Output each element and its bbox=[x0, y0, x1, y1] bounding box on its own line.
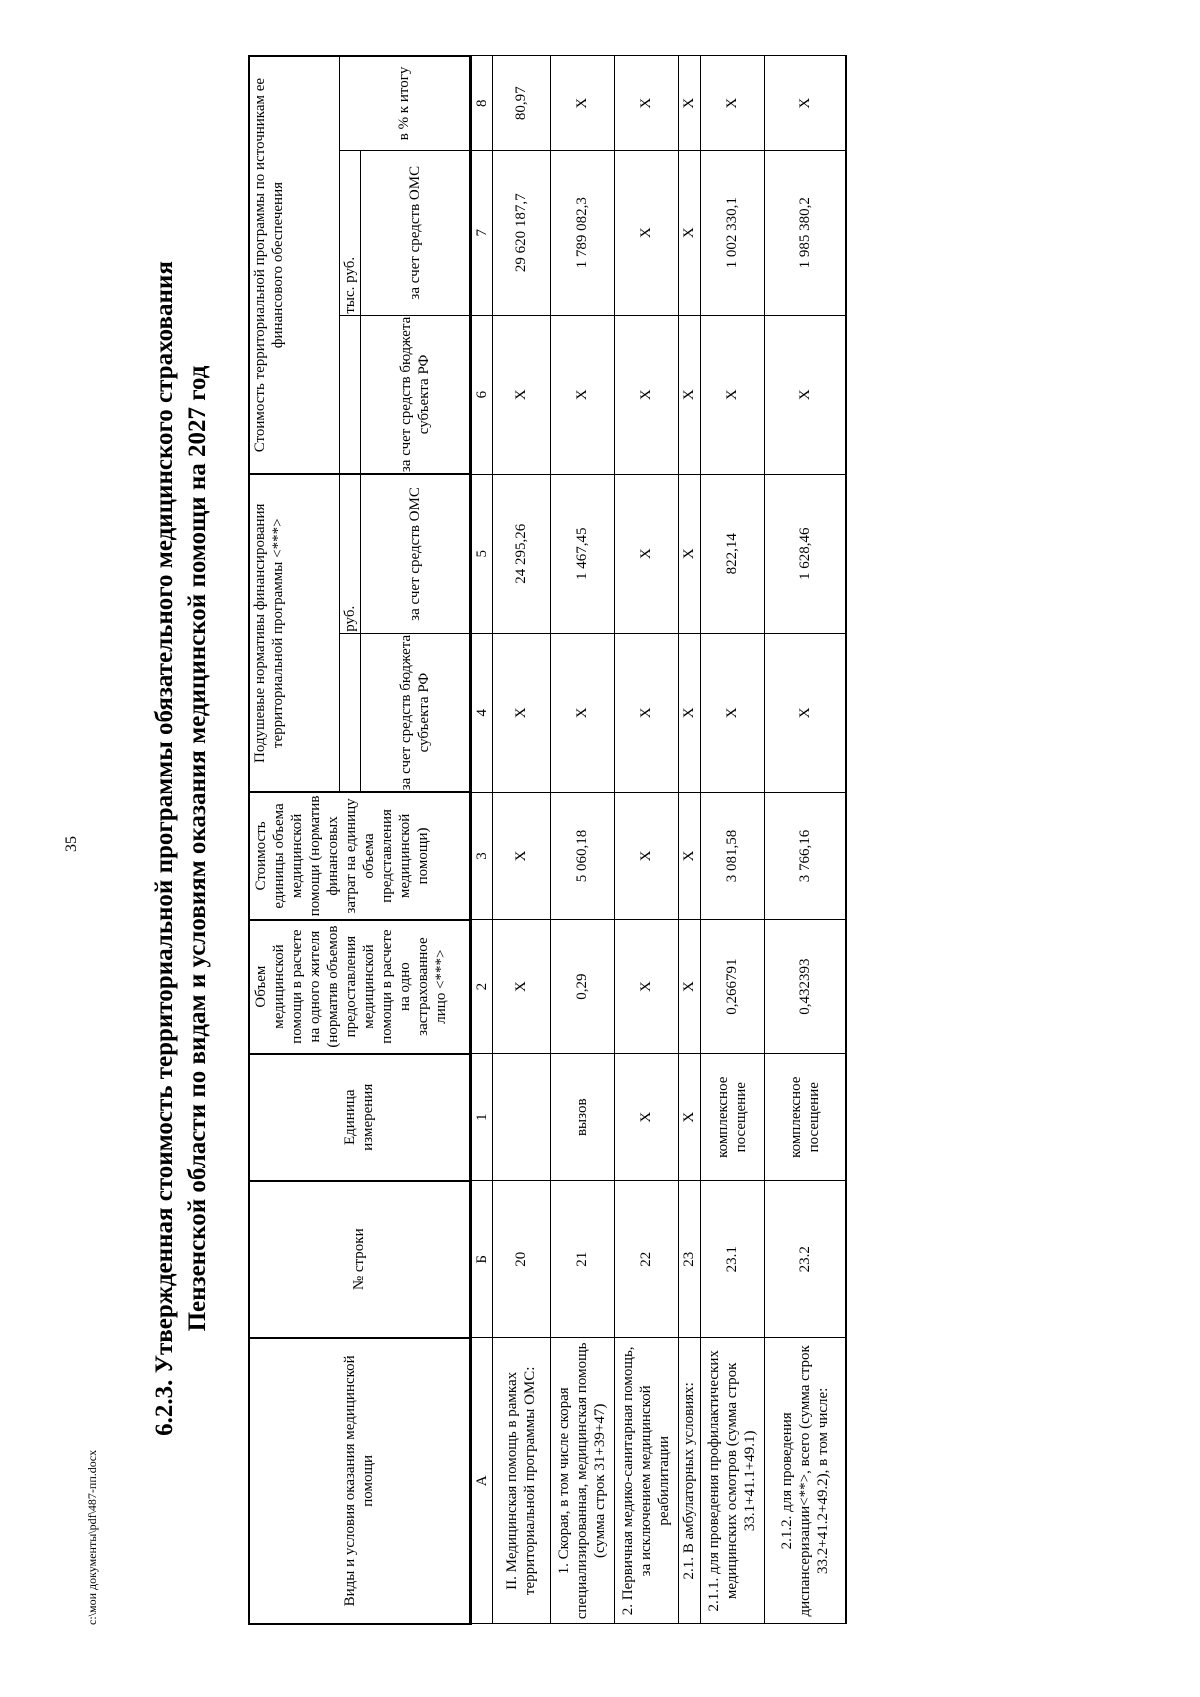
row-label: 2. Первичная медико-санитарная помощь, за исключением медицинской реабилитации bbox=[614, 1338, 678, 1624]
header-col-4: за счет средств бюджета субъекта РФ bbox=[360, 633, 470, 792]
row-per-capita-oms: 822,14 bbox=[700, 474, 764, 633]
header-col-b: № строки bbox=[249, 1181, 470, 1338]
row-per-capita-oms: Х bbox=[614, 474, 678, 633]
row-unit-cost: 3 766,16 bbox=[764, 792, 846, 919]
row-cost-budget: Х bbox=[614, 315, 678, 474]
table-row bbox=[700, 56, 764, 1624]
header-col-2: Объем медицинской помощи в расчете на одного жителя (норматив объемов предоставления медицинской помощи в расчете на одно застрахованное лицо <***> bbox=[249, 920, 470, 1054]
header-col-3: Стоимость единицы объема медицинской помощи (норматив финансовых затрат на единицу объема представления медицинской помощи) bbox=[249, 792, 470, 919]
colnum-3: 3 bbox=[470, 792, 492, 919]
row-label: II. Медицинская помощь в рамках территориальной программы ОМС: bbox=[492, 1338, 550, 1624]
row-unit: Х bbox=[614, 1054, 678, 1181]
row-cost-oms: 1 789 082,3 bbox=[550, 150, 614, 315]
row-number: 23.2 bbox=[764, 1181, 846, 1338]
row-percent: Х bbox=[678, 56, 700, 150]
row-number: 20 bbox=[492, 1181, 550, 1338]
row-label: 2.1.1. для проведения профилактических медицинских осмотров (сумма строк 33.1+41.1+49.1) bbox=[700, 1338, 764, 1624]
row-per-capita-budget: Х bbox=[614, 633, 678, 792]
title-line-2: Пензенской области по видам и условиям оказания медицинской помощи на 2027 год bbox=[184, 365, 211, 1332]
document-title bbox=[148, 0, 214, 1697]
header-col-7: за счет средств ОМС bbox=[360, 150, 470, 315]
table-row bbox=[550, 56, 614, 1624]
row-number: 21 bbox=[550, 1181, 614, 1338]
header-col-5: за счет средств ОМС bbox=[360, 474, 470, 633]
colnum-7: 7 bbox=[470, 150, 492, 315]
row-per-capita-budget: Х bbox=[550, 633, 614, 792]
column-number-row bbox=[470, 56, 492, 1624]
row-unit-cost: Х bbox=[614, 792, 678, 919]
row-cost-oms: Х bbox=[678, 150, 700, 315]
row-volume: Х bbox=[492, 920, 550, 1054]
table-row bbox=[492, 56, 550, 1624]
header-col-45: Подушевые нормативы финансирования территориальной программы <***> bbox=[249, 474, 339, 792]
row-unit: комплексное посещение bbox=[764, 1054, 846, 1181]
row-cost-budget: Х bbox=[550, 315, 614, 474]
row-per-capita-oms: 1 628,46 bbox=[764, 474, 846, 633]
header-col-6: за счет средств бюджета субъекта РФ bbox=[360, 315, 470, 474]
header-col-45-blank bbox=[339, 633, 360, 792]
colnum-6: 6 bbox=[470, 315, 492, 474]
cost-table bbox=[248, 55, 847, 1625]
footer-file-path: c:\мои документы\pdf\487-пп.docx bbox=[85, 1449, 99, 1625]
row-cost-oms: 1 002 330,1 bbox=[700, 150, 764, 315]
table-row bbox=[764, 56, 846, 1624]
colnum-4: 4 bbox=[470, 633, 492, 792]
row-number: 23.1 bbox=[700, 1181, 764, 1338]
row-cost-oms: 1 985 380,2 bbox=[764, 150, 846, 315]
row-label: 2.1.2. для проведения диспансеризации<**>, всего (сумма строк 33.2+41.2+49.2), в том числе: bbox=[764, 1338, 846, 1624]
title-line-1: 6.2.3. Утвержденная стоимость территориальной программы обязательного медицинского страхования bbox=[151, 261, 178, 1436]
row-percent: 80,97 bbox=[492, 56, 550, 150]
colnum-5: 5 bbox=[470, 474, 492, 633]
row-label: 2.1. В амбулаторных условиях: bbox=[678, 1338, 700, 1624]
colnum-8: 8 bbox=[470, 56, 492, 150]
row-volume: Х bbox=[614, 920, 678, 1054]
header-col-8: в % к итогу bbox=[339, 56, 470, 150]
row-per-capita-oms: 1 467,45 bbox=[550, 474, 614, 633]
row-unit-cost: Х bbox=[492, 792, 550, 919]
table-row bbox=[614, 56, 678, 1624]
header-col-45-unit: руб. bbox=[339, 474, 360, 633]
row-cost-budget: Х bbox=[678, 315, 700, 474]
row-cost-budget: Х bbox=[492, 315, 550, 474]
row-unit-cost: 3 081,58 bbox=[700, 792, 764, 919]
row-volume: 0,266791 bbox=[700, 920, 764, 1054]
row-per-capita-budget: Х bbox=[764, 633, 846, 792]
header-col-67-blank bbox=[339, 315, 360, 474]
row-number: 22 bbox=[614, 1181, 678, 1338]
row-unit: вызов bbox=[550, 1054, 614, 1181]
row-per-capita-budget: Х bbox=[678, 633, 700, 792]
row-unit bbox=[492, 1054, 550, 1181]
row-unit-cost: 5 060,18 bbox=[550, 792, 614, 919]
row-percent: Х bbox=[700, 56, 764, 150]
header-col-1: Единица измерения bbox=[249, 1054, 470, 1181]
colnum-1: 1 bbox=[470, 1054, 492, 1181]
row-per-capita-budget: Х bbox=[492, 633, 550, 792]
page-number: 35 bbox=[63, 836, 80, 852]
row-per-capita-budget: Х bbox=[700, 633, 764, 792]
row-unit: комплексное посещение bbox=[700, 1054, 764, 1181]
row-percent: Х bbox=[764, 56, 846, 150]
header-col-67-unit: тыс. руб. bbox=[339, 150, 360, 315]
colnum-b: Б bbox=[470, 1181, 492, 1338]
table-row bbox=[678, 56, 700, 1624]
row-cost-oms: 29 620 187,7 bbox=[492, 150, 550, 315]
row-unit: Х bbox=[678, 1054, 700, 1181]
header-col-678: Стоимость территориальной программы по источникам ее финансового обеспечения bbox=[249, 56, 339, 474]
row-unit-cost: Х bbox=[678, 792, 700, 919]
row-volume: 0,432393 bbox=[764, 920, 846, 1054]
row-label: 1. Скорая, в том числе скорая специализированная, медицинская помощь (сумма строк 31+39+47) bbox=[550, 1338, 614, 1624]
row-volume: 0,29 bbox=[550, 920, 614, 1054]
row-number: 23 bbox=[678, 1181, 700, 1338]
header-col-a: Виды и условия оказания медицинской помощи bbox=[249, 1338, 470, 1624]
row-per-capita-oms: Х bbox=[678, 474, 700, 633]
row-cost-budget: Х bbox=[764, 315, 846, 474]
colnum-2: 2 bbox=[470, 920, 492, 1054]
row-per-capita-oms: 24 295,26 bbox=[492, 474, 550, 633]
row-percent: Х bbox=[614, 56, 678, 150]
row-cost-oms: Х bbox=[614, 150, 678, 315]
row-percent: Х bbox=[550, 56, 614, 150]
row-cost-budget: Х bbox=[700, 315, 764, 474]
colnum-a: А bbox=[470, 1338, 492, 1624]
row-volume: Х bbox=[678, 920, 700, 1054]
